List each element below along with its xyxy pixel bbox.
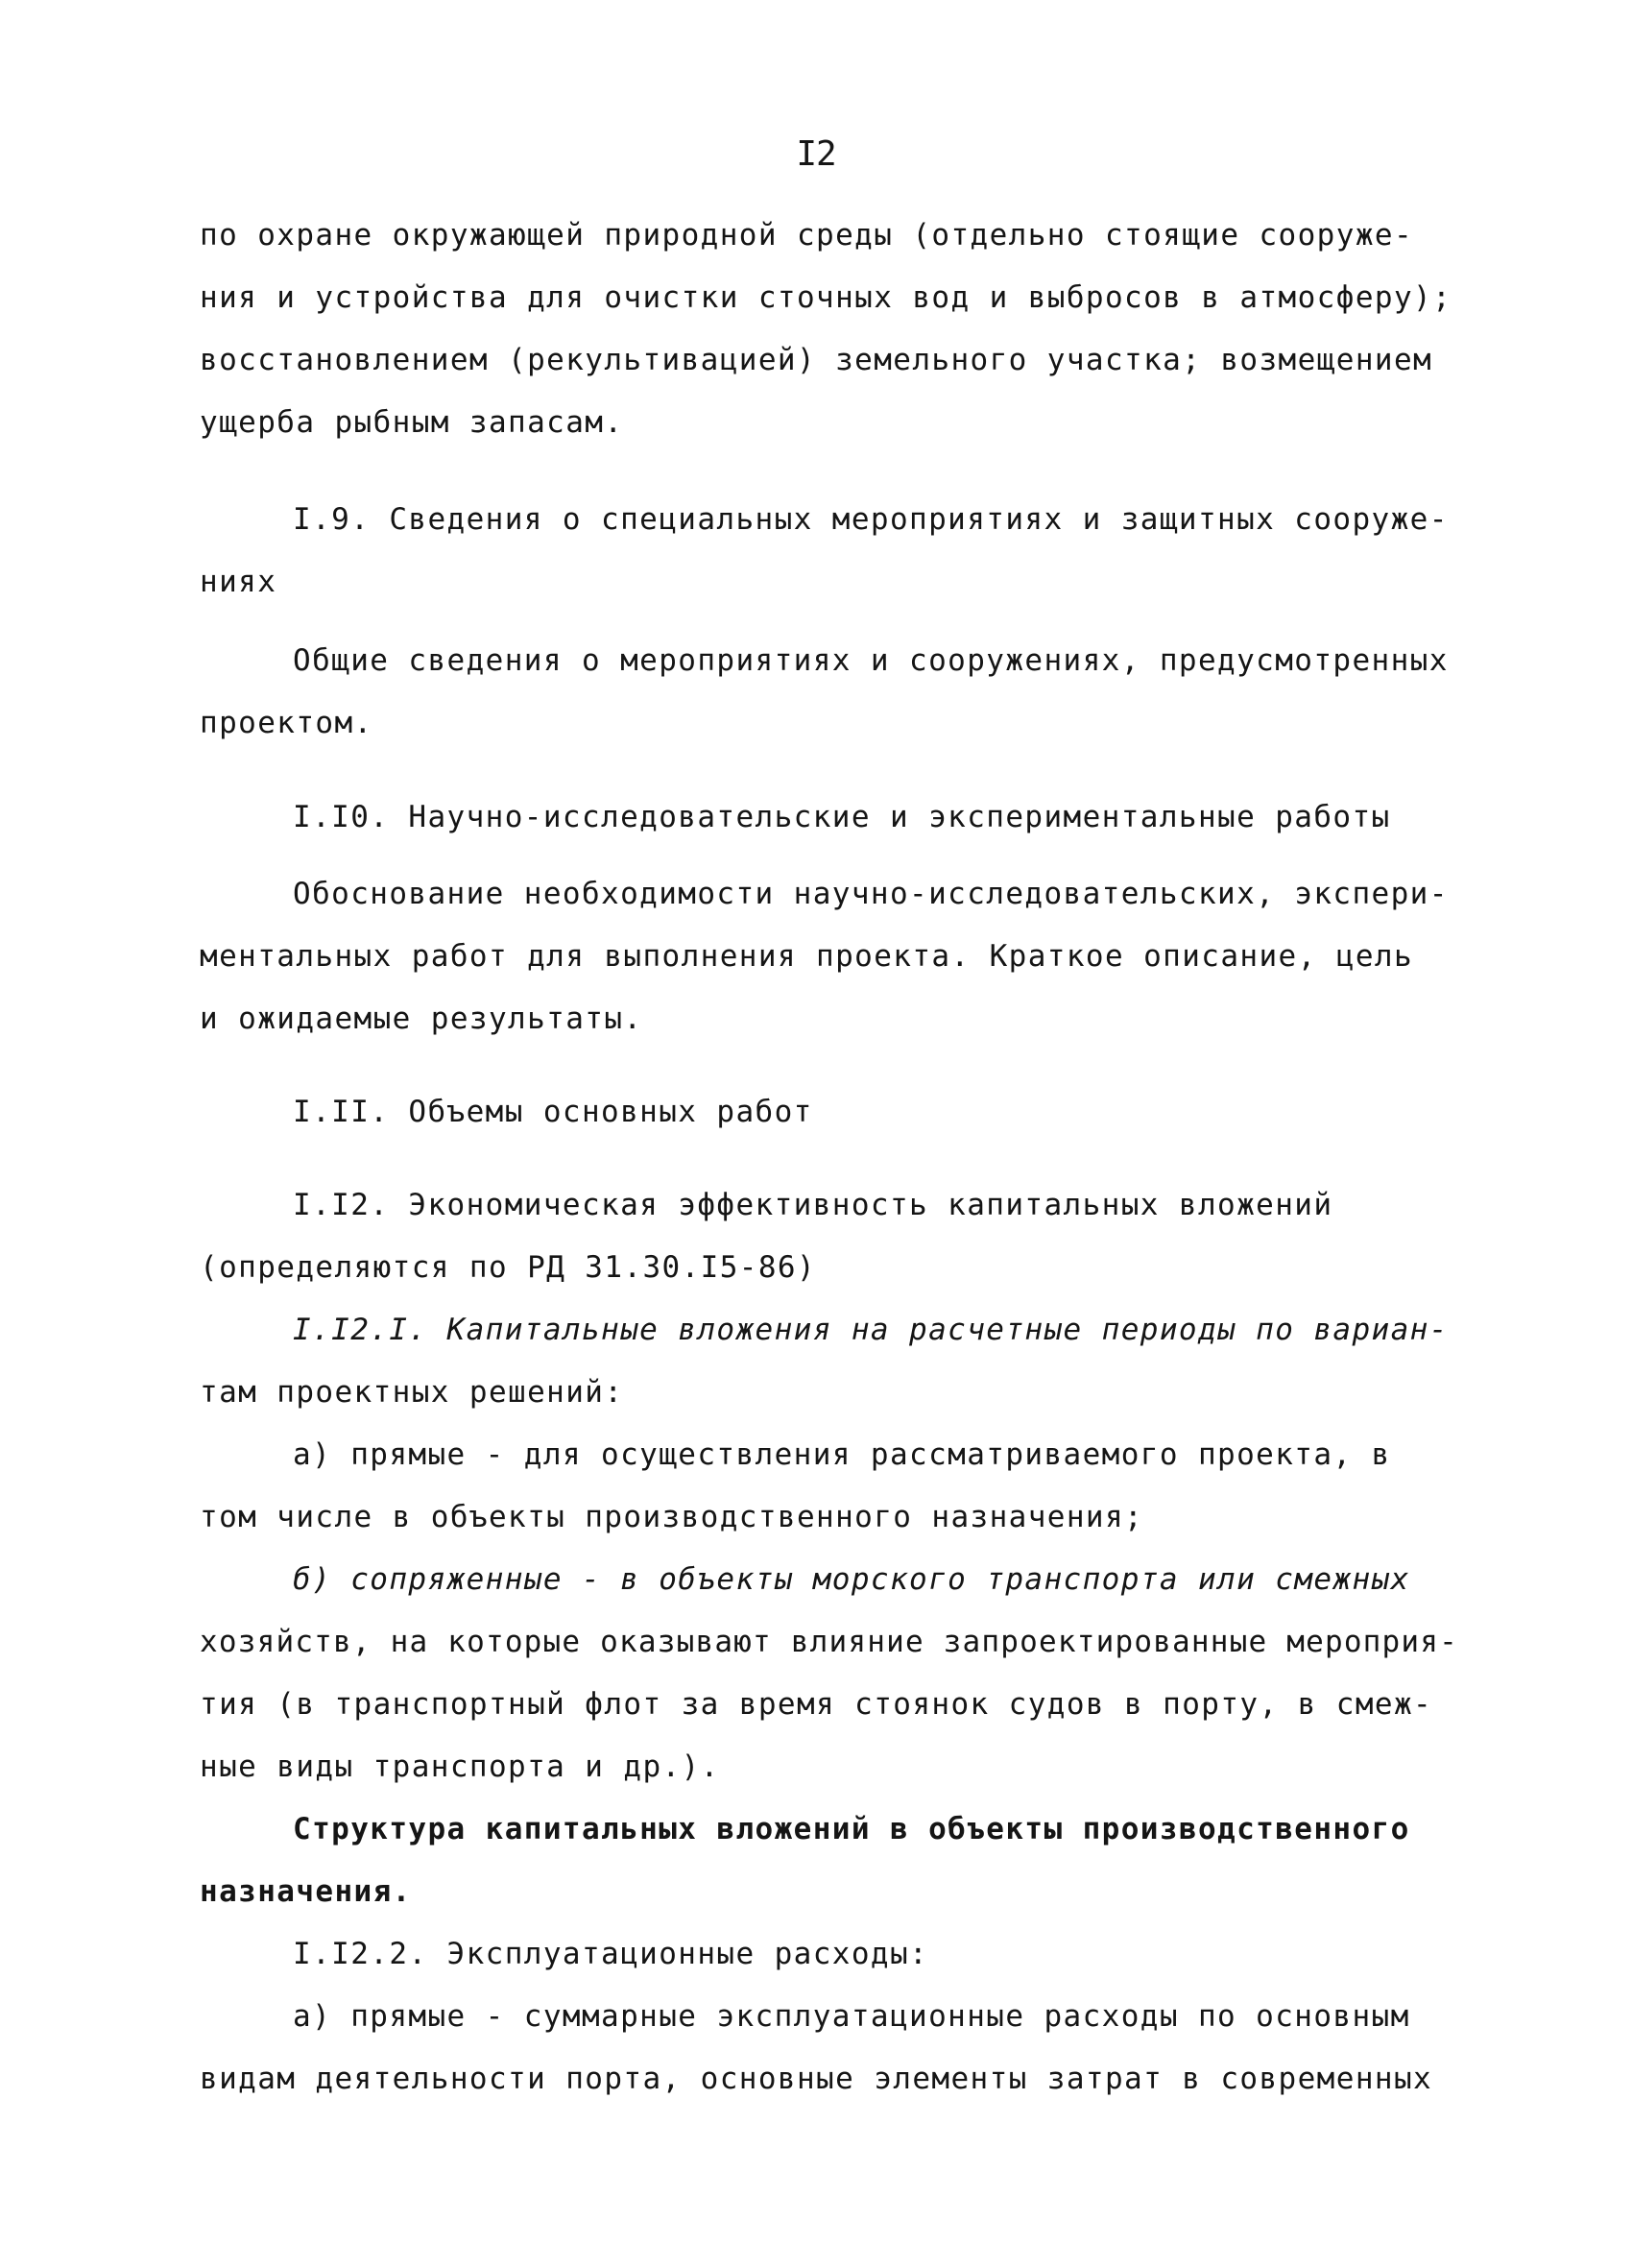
text-line: видам деятельности порта, основные элементы затрат в современных xyxy=(200,2062,1433,2096)
text-line: том числе в объекты производственного назначения; xyxy=(200,1500,1144,1534)
section-heading: I.9. Сведения о специальных мероприятиях и защитных сооруже- xyxy=(293,502,1449,537)
text-line: там проектных решений: xyxy=(200,1375,624,1410)
text-line: хозяйств, на которые оказывают влияние запроектированные мероприя- xyxy=(200,1625,1458,1659)
section-heading: I.I0. Научно-исследовательские и экспериментальные работы xyxy=(293,800,1391,834)
text-line: восстановлением (рекультивацией) земельного участка; возмещением xyxy=(200,343,1433,377)
text-line: Обоснование необходимости научно-исследовательских, экспери- xyxy=(293,877,1449,911)
text-line: и ожидаемые результаты. xyxy=(200,1001,643,1036)
text-line: ния и устройства для очистки сточных вод и выбросов в атмосферу); xyxy=(200,280,1452,315)
text-line: Общие сведения о мероприятиях и сооружениях, предусмотренных xyxy=(293,643,1449,678)
text-line: (определяются по РД 31.30.I5-86) xyxy=(200,1250,817,1285)
text-line: проектом. xyxy=(200,706,373,740)
text-line: Структура капитальных вложений в объекты производственного xyxy=(293,1812,1410,1846)
text-line: по охране окружающей природной среды (отдельно стоящие сооруже- xyxy=(200,218,1414,253)
subsection-heading: I.I2.I. Капитальные вложения на расчетные периоды по вариан- xyxy=(293,1313,1449,1347)
list-item: а) прямые - суммарные эксплуатационные расходы по основным xyxy=(293,1999,1410,2034)
text-line: ментальных работ для выполнения проекта. Краткое описание, цель xyxy=(200,939,1414,974)
text-line: назначения. xyxy=(200,1874,412,1909)
section-heading: I.II. Объемы основных работ xyxy=(293,1095,813,1129)
section-heading: ниях xyxy=(200,565,277,599)
text-line: ные виды транспорта и др.). xyxy=(200,1749,720,1784)
page-number: I2 xyxy=(796,134,836,174)
text-line: тия (в транспортный флот за время стоянок судов в порту, в смеж- xyxy=(200,1687,1433,1722)
list-item: б) сопряженные - в объекты морского транспорта или смежных xyxy=(293,1562,1410,1597)
text-line: ущерба рыбным запасам. xyxy=(200,405,624,440)
section-heading: I.I2. Экономическая эффективность капитальных вложений xyxy=(293,1188,1333,1222)
subsection-heading: I.I2.2. Эксплуатационные расходы: xyxy=(293,1937,929,1971)
list-item: а) прямые - для осуществления рассматриваемого проекта, в xyxy=(293,1437,1391,1472)
